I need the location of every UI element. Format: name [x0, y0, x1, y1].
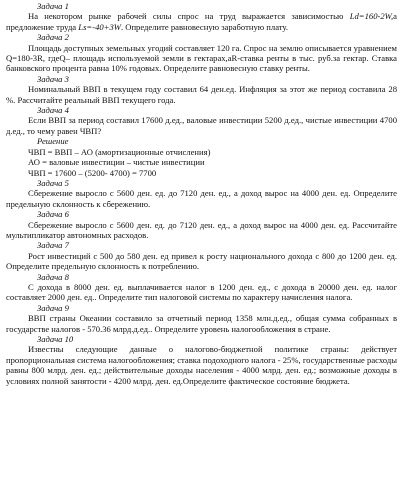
solution-line: ЧВП = 17600 – (5200- 4700) = 7700 — [28, 167, 157, 178]
task-text: Площадь доступных земельных угодий составляет 120 га. Спрос на землю описывается уравнением Q=180-3R, гдеQ– площадь используемой земли в гектарах,aR-ставка ренты в тыс. руб.за гектар. Ставка банковского процента равна 10% годовых. Определите равновесную ставку ренты. — [6, 42, 397, 74]
task-heading: Задача 9 — [37, 302, 69, 313]
solution-line: АО = валовые инвестиции – чистые инвестиции — [28, 157, 205, 168]
task-text: С дохода в 8000 ден. ед. выплачивается налог в 1200 ден. ед., с дохода в 20000 ден. ед. налог составляет 2000 ден. ед.. Определите тип налоговой системы по характеру начисления налога. — [6, 281, 397, 303]
task-heading: Задача 10 — [37, 334, 74, 344]
task-heading: Задача 2 — [37, 32, 69, 43]
task-heading: Задача 6 — [37, 209, 69, 220]
task-heading: Задача 5 — [37, 177, 69, 188]
task-text: Известны следующие данные о налогово-бюджетной политике страны: действует пропорциональная система налогообложения; ставка подоходного налога - 25%, государственные расходы равны 800 млрд. ден. ед.; действительные доходы населения - 4000 млрд. ден. ед.; возможные доходы в условиях полной занятости - 4200 млрд. ден. ед.Определите фактическое состояние бюджета. — [6, 344, 397, 386]
task-heading: Задача 1 — [37, 1, 69, 11]
task-heading: Задача 8 — [37, 271, 69, 282]
task-heading: Задача 7 — [37, 240, 69, 251]
task-text: Если ВВП за период составил 17600 д.ед., валовые инвестиции 5200 д.ед., чистые инвестиции 4700 д.ед., то чему равен ЧВП? — [6, 115, 397, 136]
task-text: Сбережение выросло с 5600 ден. ед. до 7120 ден. ед., а доход вырос на 4000 ден. ед. Определите предельную склонность к сбережению. — [6, 188, 397, 209]
task-text: Сбережение выросло с 5600 ден. ед. до 7120 ден. ед., а доход вырос на 4000 ден. ед. Рассчитайте мультипликатор автономных расходов. — [6, 219, 397, 240]
task-text: Рост инвестиций с 500 до 580 ден. ед привел к росту национального дохода с 800 до 1200 ден. ед. Определите предельную склонность к потреблению. — [6, 250, 397, 272]
task-text: Номинальный ВВП в текущем году составил 64 ден.ед. Инфляция за этот же период составила 28 %. Рассчитайте реальный ВВП текущего года. — [6, 84, 397, 105]
task-heading: Задача 4 — [37, 105, 69, 116]
solution-label: Решение — [37, 136, 69, 147]
solution-line: ЧВП = ВВП – АО (амортизационные отчисления) — [28, 146, 211, 157]
task-heading: Задача 3 — [37, 73, 69, 84]
task-text: На некотором рынке рабочей силы спрос на труд выражается зависимостью Ld=160-2W,а предложение труда Ls=-40+3W. Определите равновесную заработную плату. — [6, 11, 397, 32]
task-text: ВВП страны Океании составило за отчетный период 1358 млн.д.ед., общая сумма собранных в государстве налогов - 570.36 млрд.д.ед.. Определите уровень налогообложения в стране. — [6, 313, 397, 334]
